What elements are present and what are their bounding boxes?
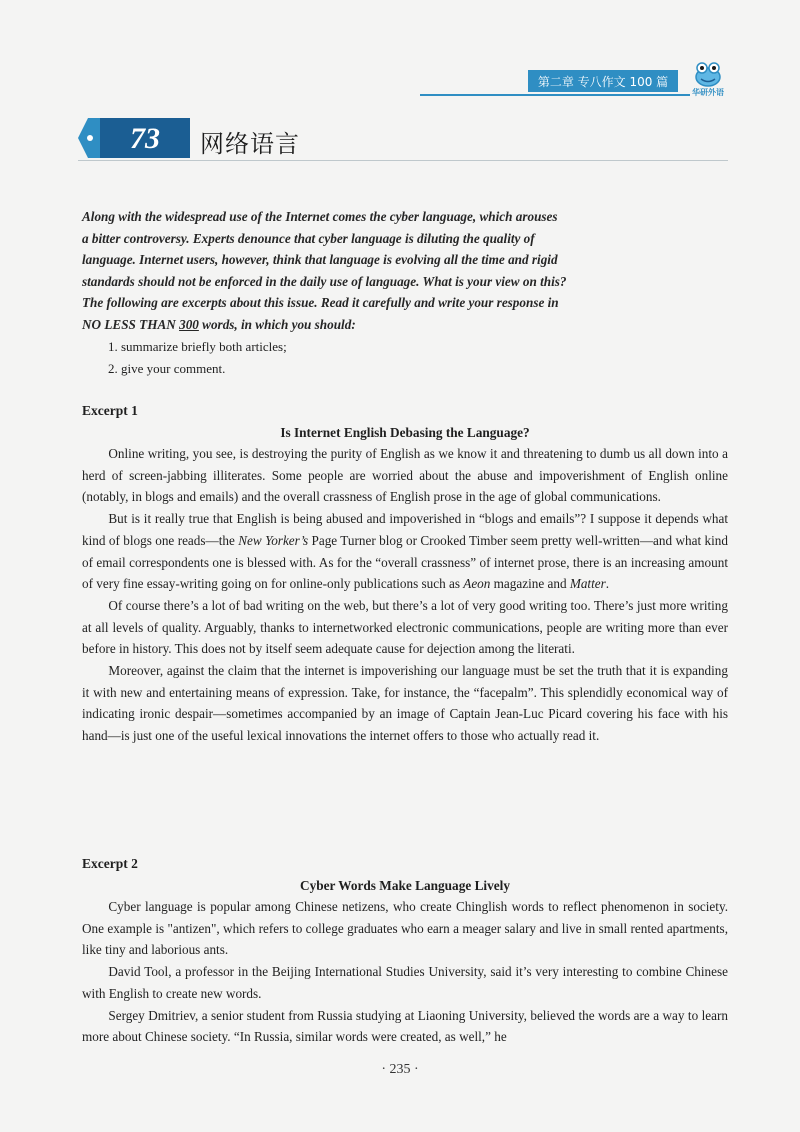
excerpt-1-body (82, 443, 728, 747)
excerpt-2-heading: Excerpt 2 (82, 856, 138, 871)
task-list (108, 336, 287, 379)
prompt-line: Along with the widespread use of the Internet comes the cyber language, which arouses (82, 209, 558, 224)
prompt-line: standards should not be enforced in the daily use of language. What is your view on this? (82, 273, 567, 289)
publication-name: New Yorker’s (238, 532, 309, 548)
essay-title: 网络语言 (200, 130, 300, 158)
publisher-name: 华研外语 (692, 88, 724, 97)
excerpt-1-paragraph (82, 508, 728, 595)
prompt-word-count: 300 (179, 316, 199, 332)
essay-number-badge (78, 118, 190, 158)
excerpt-2-paragraph: Cyber language is popular among Chinese netizens, who create Chinglish words to reflect phenomenon in society. One example is "antizen", which refers to college graduates who earn a meager salary and live in small rented apartments, like tiny and laborious ants. (82, 899, 728, 958)
header-rule (420, 94, 690, 96)
excerpt-1-paragraph: Online writing, you see, is destroying the purity of English as we know it and threatening to dumb us all down into a herd of screen-jabbing illiterates. Some people are worried about the abuse and impoverishment of English online (notably, in blogs and emails) and the overall crassness of English prose in the age of global communications. (82, 446, 728, 505)
text-run: magazine and (490, 576, 570, 592)
text-run: Page Turner blog or Crooked Timber seem pretty well-written—and what kind of email correspondents one is blessed with. As for the “overall crassness” of internet prose, there is an increasing amount of very fine essay-writing going on for online-only publications such as (82, 532, 728, 592)
excerpt-1-paragraph: Of course there’s a lot of bad writing on the web, but there’s a lot of very good writing too. There’s just more writing at all levels of quality. Arguably, thanks to internetworked electronic communications, people are writing more than ever before in history. This does not by itself seem adequate cause for dejection among the literati. (82, 597, 728, 657)
excerpt-2-paragraph: Sergey Dmitriev, a senior student from Russia studying at Liaoning University, believed the words are a way to learn more about Chinese society. “In Russia, similar words were created, as well,” he (82, 1007, 728, 1045)
prompt-line-last (82, 314, 728, 336)
task-item: 2. give your comment. (108, 360, 226, 376)
page-number: · 235 · (381, 1062, 419, 1077)
excerpt-2-paragraph: David Tool, a professor in the Beijing International Studies University, said it’s very interesting to combine Chinese with English to create new words. (82, 964, 728, 1001)
excerpt-2-title: Cyber Words Make Language Lively (299, 878, 511, 893)
essay-number: 73 (130, 122, 160, 155)
prompt-word-limit-suffix: words, in which you should: (198, 316, 356, 332)
text-run: But is it really true that English is being abused and impoverished in “blogs and emails”? I suppose it depends what kind of blogs one reads—the (82, 511, 728, 548)
prompt-line: a bitter controversy. Experts denounce that cyber language is diluting the quality of (82, 230, 535, 246)
prompt-line: The following are excerpts about this issue. Read it carefully and write your response in (82, 295, 559, 311)
writing-prompt (82, 206, 728, 336)
frog-mascot-icon (686, 60, 730, 88)
publication-name: Aeon (463, 576, 491, 592)
excerpt-1-title: Is Internet English Debasing the Language? (280, 425, 530, 440)
prompt-line: language. Internet users, however, think that language is evolving all the time and rigid (82, 252, 558, 268)
title-rule (78, 160, 728, 161)
excerpt-2-body (82, 896, 728, 1048)
excerpt-1-heading: Excerpt 1 (82, 403, 138, 418)
task-item: 1. summarize briefly both articles; (108, 339, 287, 354)
publisher-logo (686, 60, 730, 100)
chapter-header-label: 第二章 专八作文 100 篇 (528, 70, 678, 92)
excerpt-1-paragraph: Moreover, against the claim that the internet is impoverishing our language must be set the truth that it is expanding it with new and entertaining means of expression. Take, for instance, the “facepalm”. This splendidly economical way of indicating ironic despair—sometimes accompanied by an image of Captain Jean-Luc Picard covering his face with his hand—is just one of the useful lexical innovations the internet offers to those who actually read it. (82, 663, 728, 744)
publication-name: Matter (569, 576, 606, 592)
text-run: . (605, 576, 610, 592)
prompt-word-limit-prefix: NO LESS THAN (82, 316, 180, 332)
